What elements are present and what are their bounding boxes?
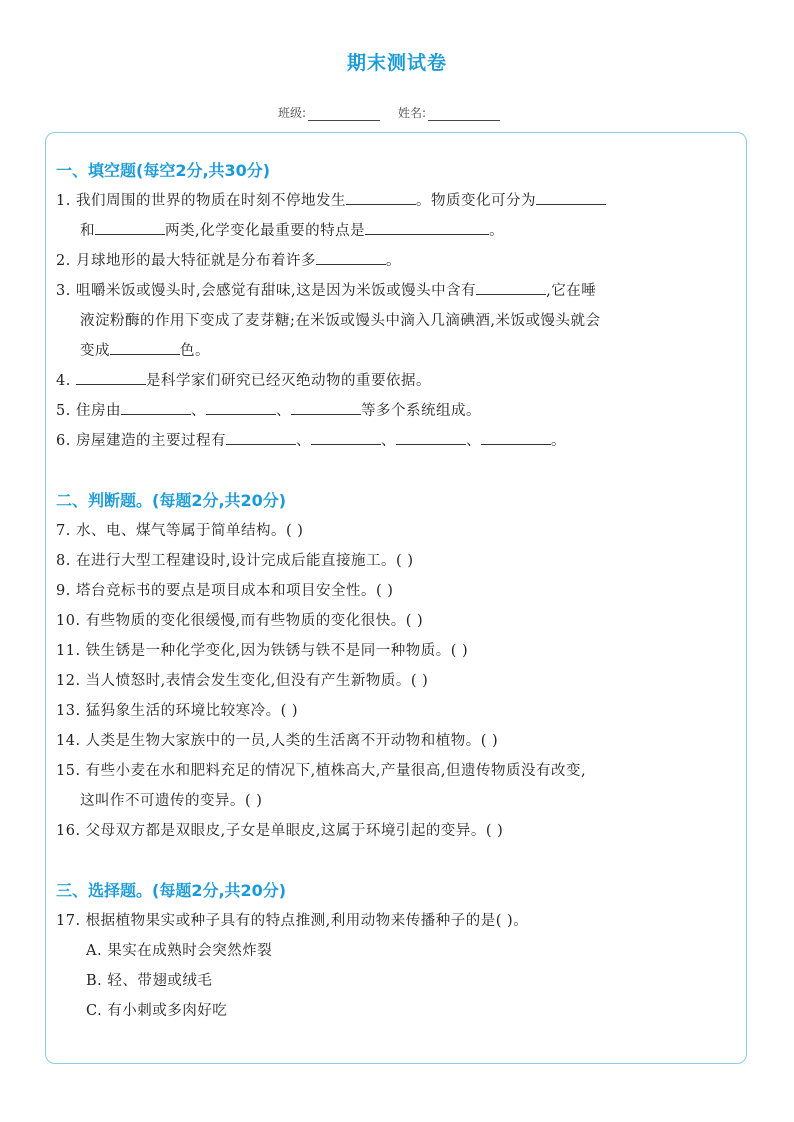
answer-blank[interactable] — [365, 220, 489, 235]
answer-blank[interactable] — [536, 190, 606, 205]
question-12: 12. 当人愤怒时,表情会发生变化,但没有产生新物质。( ) — [56, 673, 429, 689]
question-1-cont: 和 两类,化学变化最重要的特点是 。 — [56, 216, 746, 246]
question-7: 7. 水、电、煤气等属于简单结构。( ) — [56, 523, 304, 539]
name-field — [398, 104, 500, 121]
section-title: 二、判断题。(每题2分,共20分) — [56, 491, 287, 510]
class-field — [278, 104, 380, 121]
answer-blank[interactable] — [206, 400, 276, 415]
answer-blank[interactable] — [110, 340, 180, 355]
question-5: 5. 住房由 、 、 等多个系统组成。 — [56, 396, 746, 426]
question-2: 2. 月球地形的最大特征就是分布着许多 。 — [56, 246, 746, 276]
question-4: 4. 是科学家们研究已经灭绝动物的重要依据。 — [56, 366, 746, 396]
page-title: 期末测试卷 — [346, 52, 447, 74]
name-blank[interactable] — [428, 108, 500, 121]
answer-blank[interactable] — [311, 430, 381, 445]
option-b[interactable]: B. 轻、带翅或绒毛 — [86, 973, 213, 989]
answer-blank[interactable] — [396, 430, 466, 445]
answer-blank[interactable] — [476, 280, 546, 295]
exam-content — [56, 156, 746, 1026]
question-11: 11. 铁生锈是一种化学变化,因为铁锈与铁不是同一种物质。( ) — [56, 643, 469, 659]
question-3-cont: 变成 色。 — [56, 336, 746, 366]
answer-blank[interactable] — [76, 370, 146, 385]
question-3: 3. 咀嚼米饭或馒头时,会感觉有甜味,这是因为米饭或馒头中含有 ,它在唾 — [56, 276, 746, 306]
class-label: 班级: — [278, 106, 307, 120]
question-15: 15. 有些小麦在水和肥料充足的情况下,植株高大,产量很高,但遗传物质没有改变, — [56, 763, 587, 779]
answer-blank[interactable] — [316, 250, 386, 265]
class-blank[interactable] — [308, 108, 380, 121]
question-3-cont: 液淀粉酶的作用下变成了麦芽糖;在米饭或馒头中滴入几滴碘酒,米饭或馒头就会 — [80, 313, 601, 329]
option-c[interactable]: C. 有小刺或多肉好吃 — [86, 1003, 228, 1019]
option-a[interactable]: A. 果实在成熟时会突然炸裂 — [86, 943, 273, 959]
answer-blank[interactable] — [346, 190, 416, 205]
question-17: 17. 根据植物果实或种子具有的特点推测,利用动物来传播种子的是( )。 — [56, 913, 529, 929]
answer-blank[interactable] — [95, 220, 165, 235]
question-14: 14. 人类是生物大家族中的一员,人类的生活离不开动物和植物。( ) — [56, 733, 499, 749]
question-13: 13. 猛犸象生活的环境比较寒冷。( ) — [56, 703, 299, 719]
section-title: 三、选择题。(每题2分,共20分) — [56, 881, 287, 900]
question-6: 6. 房屋建造的主要过程有 、 、 、 。 — [56, 426, 746, 456]
name-label: 姓名: — [398, 106, 427, 120]
question-16: 16. 父母双方都是双眼皮,子女是单眼皮,这属于环境引起的变异。( ) — [56, 823, 504, 839]
question-15-cont: 这叫作不可遗传的变异。( ) — [80, 793, 263, 809]
question-10: 10. 有些物质的变化很缓慢,而有些物质的变化很快。( ) — [56, 613, 424, 629]
student-info — [278, 104, 500, 121]
answer-blank[interactable] — [121, 400, 191, 415]
answer-blank[interactable] — [291, 400, 361, 415]
answer-blank[interactable] — [226, 430, 296, 445]
question-1: 1. 我们周围的世界的物质在时刻不停地发生 。物质变化可分为 — [56, 186, 746, 216]
question-9: 9. 塔台竞标书的要点是项目成本和项目安全性。( ) — [56, 583, 394, 599]
section-title: 一、填空题(每空2分,共30分) — [56, 161, 271, 180]
question-8: 8. 在进行大型工程建设时,设计完成后能直接施工。( ) — [56, 553, 414, 569]
answer-blank[interactable] — [481, 430, 551, 445]
